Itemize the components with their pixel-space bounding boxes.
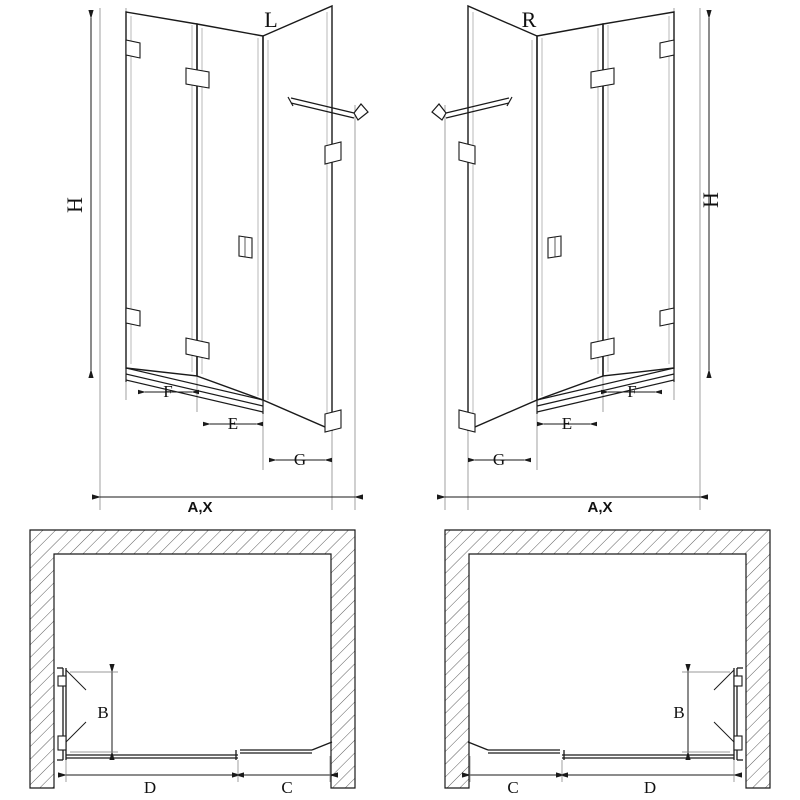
label-c-right: C [507, 778, 519, 797]
label-width-left: A,X [187, 499, 213, 516]
label-panel-e-right: E [561, 414, 573, 433]
label-panel-g-right: G [492, 450, 506, 469]
label-height-left: H [62, 197, 87, 213]
label-b-right: B [673, 703, 685, 722]
label-panel-f-left: F [163, 382, 173, 401]
title-right: R [521, 7, 537, 32]
label-d-left: D [143, 778, 157, 797]
label-width-right: A,X [587, 499, 613, 516]
label-c-left: C [281, 778, 293, 797]
title-left: L [264, 7, 278, 32]
label-panel-e-left: E [227, 414, 239, 433]
label-panel-g-left: G [293, 450, 307, 469]
label-d-right: D [643, 778, 657, 797]
label-b-left: B [97, 703, 109, 722]
label-height-right: H [698, 192, 723, 208]
label-panel-f-right: F [627, 382, 637, 401]
